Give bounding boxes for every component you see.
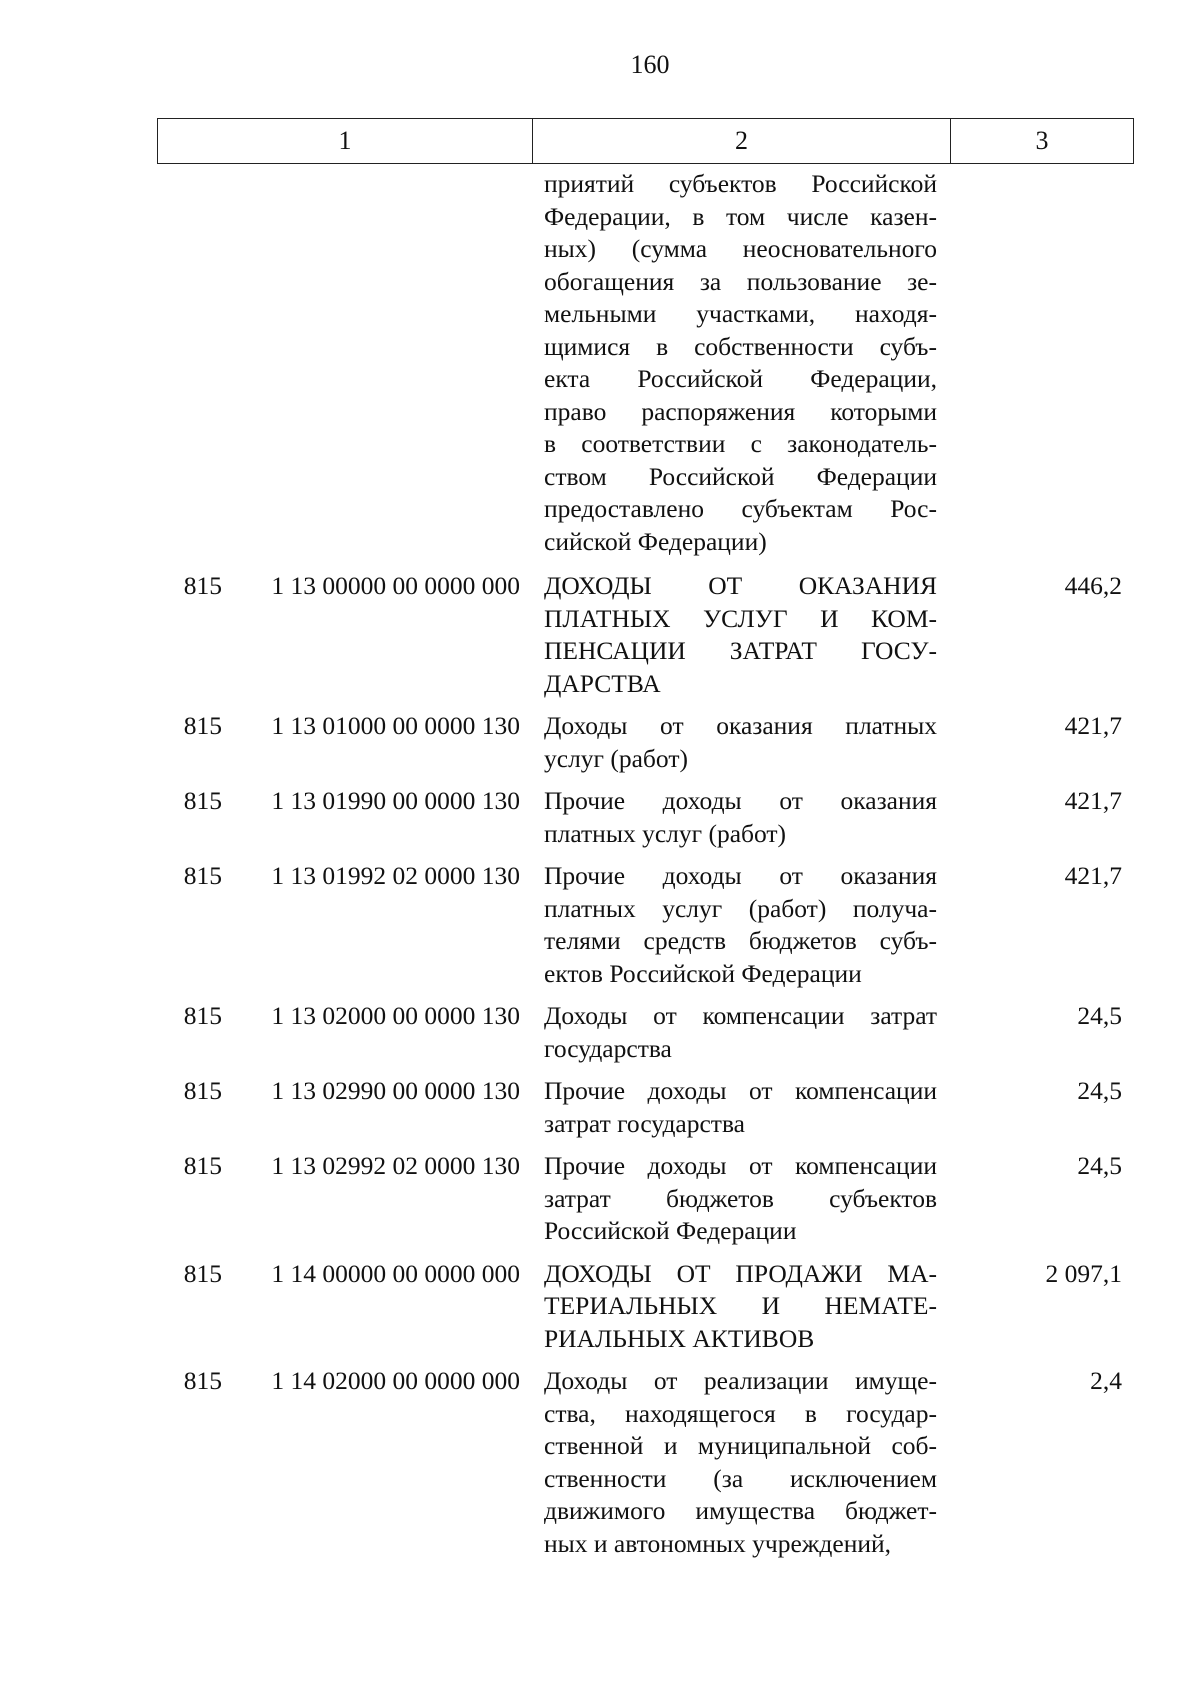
- description-line: ТЕРИАЛЬНЫХ И НЕМАТЕ-: [544, 1291, 937, 1320]
- description-line: мельными участками, находя-: [544, 299, 937, 328]
- admin-code-cell: 815: [183, 1258, 222, 1288]
- admin-code-cell: 815: [183, 711, 222, 740]
- amount-cell: 421,7: [1064, 786, 1122, 815]
- description-line: ектов Российской Федерации: [544, 958, 862, 988]
- table-row: [157, 1150, 1134, 1248]
- table-header-col-1: 1: [158, 119, 533, 163]
- amount-cell: 421,7: [1064, 861, 1122, 890]
- description-line: Прочие доходы от компенсации: [544, 1076, 937, 1105]
- budget-code-cell: 1 13 01990 00 0000 130: [271, 786, 520, 815]
- description-line: ных и автономных учреждений,: [544, 1528, 892, 1558]
- amount-cell: 2 097,1: [1045, 1258, 1122, 1288]
- description-line: обогащения за пользование зе-: [544, 266, 937, 296]
- description-line: ственности (за исключением: [544, 1463, 937, 1493]
- admin-code-cell: [157, 168, 222, 558]
- table-row: [157, 570, 1134, 700]
- description-line: щимися в собственности субъ-: [544, 331, 937, 361]
- description-line: ственной и муниципальной соб-: [544, 1431, 937, 1460]
- description-line: телями средств бюджетов субъ-: [544, 926, 937, 955]
- budget-code-cell: 1 13 01000 00 0000 130: [271, 711, 520, 740]
- description-line: Доходы от реализации имуще-: [544, 1366, 937, 1395]
- description-line: Доходы от оказания платных: [544, 711, 937, 740]
- amount-cell: 421,7: [1064, 711, 1122, 740]
- description-cell: [532, 168, 937, 558]
- description-line: государства: [544, 1033, 672, 1063]
- description-line: ДОХОДЫ ОТ ОКАЗАНИЯ: [544, 571, 937, 600]
- description-line: ДОХОДЫ ОТ ПРОДАЖИ МА-: [544, 1258, 937, 1288]
- description-line: Прочие доходы от компенсации: [544, 1151, 937, 1180]
- table-body: [157, 168, 1134, 1570]
- description-line: в соответствии с законодатель-: [544, 429, 937, 458]
- description-line: сийской Федерации): [544, 526, 767, 556]
- table-row: [157, 168, 1134, 558]
- description-line: ством Российской Федерации: [544, 461, 937, 491]
- description-cell: [532, 1150, 937, 1248]
- table-row: [157, 1258, 1134, 1356]
- description-cell: [532, 785, 937, 850]
- table-row: [157, 1075, 1134, 1140]
- description-cell: [532, 1000, 937, 1065]
- description-line: ДАРСТВА: [544, 668, 661, 698]
- description-line: Федерации, в том числе казен-: [544, 201, 937, 231]
- admin-code-cell: 815: [183, 861, 222, 890]
- description-line: затрат государства: [544, 1108, 745, 1138]
- amount-cell: 24,5: [1077, 1076, 1122, 1105]
- budget-code-cell: 1 14 00000 00 0000 000: [271, 1258, 520, 1288]
- description-line: движимого имущества бюджет-: [544, 1496, 937, 1525]
- description-cell: [532, 1075, 937, 1140]
- description-line: приятий субъектов Российской: [544, 169, 937, 198]
- description-line: РИАЛЬНЫХ АКТИВОВ: [544, 1323, 815, 1353]
- table-header: [157, 118, 1134, 164]
- description-cell: [532, 710, 937, 775]
- description-line: Прочие доходы от оказания: [544, 861, 937, 890]
- amount-cell: [937, 168, 1134, 558]
- description-line: платных услуг (работ): [544, 818, 787, 848]
- table-row: [157, 785, 1134, 850]
- admin-code-cell: 815: [183, 1151, 222, 1180]
- table-header-col-2: 2: [533, 119, 951, 163]
- admin-code-cell: 815: [183, 786, 222, 815]
- budget-code-cell: [222, 168, 532, 558]
- description-line: ПЛАТНЫХ УСЛУГ И КОМ-: [544, 603, 937, 633]
- admin-code-cell: 815: [183, 1001, 222, 1030]
- description-line: право распоряжения которыми: [544, 396, 937, 426]
- page-number: 160: [630, 50, 670, 79]
- description-line: Прочие доходы от оказания: [544, 786, 937, 815]
- description-cell: [532, 1258, 937, 1356]
- table-row: [157, 860, 1134, 990]
- table-header-col-3: 3: [1035, 126, 1049, 155]
- table-row: [157, 1000, 1134, 1065]
- budget-code-cell: 1 13 00000 00 0000 000: [271, 571, 520, 600]
- description-line: предоставлено субъектам Рос-: [544, 494, 937, 523]
- table-row: [157, 710, 1134, 775]
- amount-cell: 24,5: [1077, 1001, 1122, 1030]
- description-line: екта Российской Федерации,: [544, 364, 937, 393]
- description-line: ПЕНСАЦИИ ЗАТРАТ ГОСУ-: [544, 636, 937, 665]
- budget-code-cell: 1 13 02990 00 0000 130: [271, 1076, 520, 1105]
- amount-cell: 446,2: [1064, 571, 1122, 600]
- budget-code-cell: 1 13 01992 02 0000 130: [271, 861, 520, 890]
- description-line: платных услуг (работ) получа-: [544, 893, 937, 923]
- admin-code-cell: 815: [183, 571, 222, 600]
- description-cell: [532, 1365, 937, 1560]
- description-cell: [532, 860, 937, 990]
- table-row: [157, 1365, 1134, 1560]
- amount-cell: 24,5: [1077, 1151, 1122, 1180]
- amount-cell: 2,4: [1090, 1366, 1122, 1395]
- admin-code-cell: 815: [183, 1366, 222, 1395]
- description-line: Доходы от компенсации затрат: [544, 1001, 937, 1030]
- description-line: ных) (сумма неосновательного: [544, 234, 937, 263]
- description-line: услуг (работ): [544, 743, 688, 773]
- description-line: Российской Федерации: [544, 1216, 797, 1245]
- description-cell: [532, 570, 937, 700]
- description-line: ства, находящегося в государ-: [544, 1398, 937, 1428]
- description-line: затрат бюджетов субъектов: [544, 1183, 937, 1213]
- budget-code-cell: 1 14 02000 00 0000 000: [271, 1366, 520, 1395]
- admin-code-cell: 815: [183, 1076, 222, 1105]
- budget-code-cell: 1 13 02000 00 0000 130: [271, 1001, 520, 1030]
- budget-code-cell: 1 13 02992 02 0000 130: [271, 1151, 520, 1180]
